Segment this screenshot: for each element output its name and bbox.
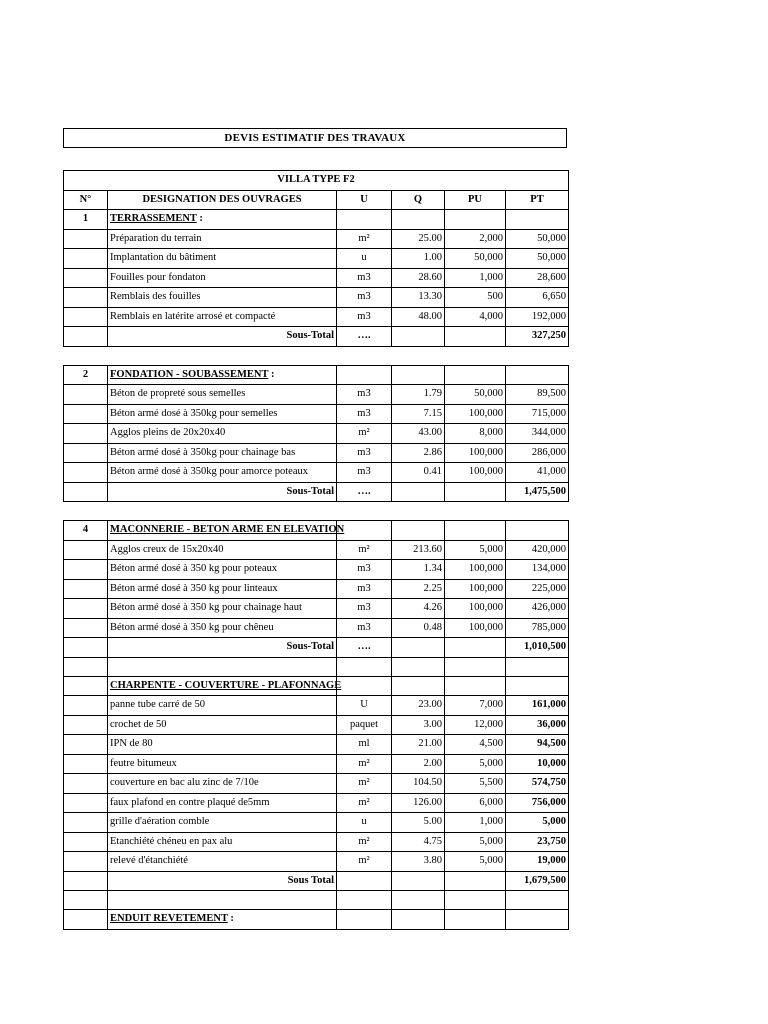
spacer-cell: [337, 502, 392, 521]
empty-cell: [64, 657, 108, 676]
section-title-cell: [108, 676, 342, 696]
section-title-cell: [108, 365, 337, 385]
spacer-cell: [108, 346, 337, 365]
row-quantity: 28.60: [392, 268, 445, 288]
subtotal-label: Sous Total: [108, 871, 337, 891]
section-title-cell: [108, 910, 337, 930]
row-unit: m3: [337, 560, 392, 580]
blank-cell: [506, 910, 569, 930]
blank-cell: [392, 365, 445, 385]
section-title-cell: [108, 521, 345, 541]
row-designation: Préparation du terrain: [108, 229, 337, 249]
villa-title: VILLA TYPE F2: [64, 171, 569, 191]
table-row: [64, 463, 569, 483]
table-row: [64, 599, 569, 619]
row-total-price: 225,000: [506, 579, 569, 599]
blank-cell: [506, 676, 569, 696]
row-number: [64, 268, 108, 288]
spacer-cell: [392, 502, 445, 521]
row-number: [64, 618, 108, 638]
row-designation: Agglos creux de 15x20x40: [108, 540, 337, 560]
row-number: [64, 754, 108, 774]
row-number: [64, 715, 108, 735]
section-number: [64, 910, 108, 930]
row-number: [64, 404, 108, 424]
row-total-price: 5,000: [506, 813, 569, 833]
subtotal-value: 1,475,500: [506, 482, 569, 502]
row-total-price: 6,650: [506, 288, 569, 308]
row-unit-price: 5,000: [445, 832, 506, 852]
section-title: ENDUIT REVETEMENT: [110, 913, 228, 924]
row-quantity: 213.60: [392, 540, 445, 560]
spacer-cell: [64, 346, 108, 365]
row-total-price: 574,750: [506, 774, 569, 794]
empty-row: [64, 891, 569, 910]
blank-cell: [445, 327, 506, 347]
row-number: [64, 540, 108, 560]
table-row: [64, 813, 569, 833]
subtotal-row: [64, 638, 569, 658]
row-quantity: 7.15: [392, 404, 445, 424]
row-designation: Béton armé dosé à 350 kg pour linteaux: [108, 579, 337, 599]
empty-cell: [445, 891, 506, 910]
row-designation: Béton armé dosé à 350kg pour chainage bas: [108, 443, 337, 463]
row-quantity: 2.00: [392, 754, 445, 774]
subtotal-row: [64, 482, 569, 502]
subtotal-value: 327,250: [506, 327, 569, 347]
row-unit-price: 50,000: [445, 385, 506, 405]
row-quantity: 21.00: [392, 735, 445, 755]
empty-cell: [445, 657, 506, 676]
row-designation: feutre bitumeux: [108, 754, 337, 774]
table-row: [64, 696, 569, 716]
table-row: [64, 540, 569, 560]
row-unit: m²: [337, 229, 392, 249]
row-quantity: 43.00: [392, 424, 445, 444]
row-designation: couverture en bac alu zinc de 7/10e: [108, 774, 337, 794]
row-total-price: 41,000: [506, 463, 569, 483]
row-unit-price: 100,000: [445, 618, 506, 638]
row-designation: Béton de propreté sous semelles: [108, 385, 337, 405]
row-number: [64, 424, 108, 444]
row-quantity: 2.86: [392, 443, 445, 463]
spacer-cell: [445, 346, 506, 365]
row-unit: m²: [337, 793, 392, 813]
blank-cell: [392, 676, 445, 696]
table-row: [64, 832, 569, 852]
row-unit-price: 100,000: [445, 560, 506, 580]
row-unit-price: 50,000: [445, 249, 506, 269]
row-number: [64, 307, 108, 327]
spacer-cell: [445, 502, 506, 521]
spacer-row: [64, 502, 569, 521]
table-row: [64, 560, 569, 580]
header-q: Q: [392, 190, 445, 210]
blank-cell: [445, 482, 506, 502]
row-unit: m3: [337, 618, 392, 638]
row-total-price: 23,750: [506, 832, 569, 852]
header-pt: PT: [506, 190, 569, 210]
table-row: [64, 852, 569, 872]
row-quantity: 23.00: [392, 696, 445, 716]
row-number: [64, 560, 108, 580]
row-number: [64, 229, 108, 249]
row-number: [64, 696, 108, 716]
row-unit-price: 5,000: [445, 852, 506, 872]
row-unit-price: 6,000: [445, 793, 506, 813]
row-total-price: 36,000: [506, 715, 569, 735]
empty-cell: [392, 657, 445, 676]
row-unit-price: 100,000: [445, 443, 506, 463]
blank-cell: [392, 521, 445, 541]
section-header-row: [64, 365, 569, 385]
row-quantity: 1.34: [392, 560, 445, 580]
row-number: [64, 463, 108, 483]
document-title: DEVIS ESTIMATIF DES TRAVAUX: [63, 128, 567, 148]
row-designation: Béton armé dosé à 350kg pour semelles: [108, 404, 337, 424]
row-unit-price: 100,000: [445, 404, 506, 424]
empty-row: [64, 657, 569, 676]
blank-cell: [392, 482, 445, 502]
section-number: 1: [64, 210, 108, 230]
subtotal-unit: ….: [337, 482, 392, 502]
row-quantity: 4.26: [392, 599, 445, 619]
blank-cell: [445, 871, 506, 891]
blank-cell: [506, 365, 569, 385]
table-row: [64, 288, 569, 308]
row-unit: m²: [337, 540, 392, 560]
spacer-cell: [337, 346, 392, 365]
row-quantity: 2.25: [392, 579, 445, 599]
row-total-price: 50,000: [506, 229, 569, 249]
blank-cell: [506, 521, 569, 541]
table-row: [64, 735, 569, 755]
subtotal-label: Sous-Total: [108, 638, 337, 658]
table-row: [64, 424, 569, 444]
blank-cell: [445, 365, 506, 385]
row-number: [64, 852, 108, 872]
blank-cell: [337, 676, 392, 696]
subtotal-value: 1,010,500: [506, 638, 569, 658]
row-number: [64, 443, 108, 463]
row-unit-price: 100,000: [445, 463, 506, 483]
row-designation: faux plafond en contre plaqué de5mm: [108, 793, 337, 813]
section-title-cell: [108, 210, 337, 230]
row-total-price: 756,000: [506, 793, 569, 813]
row-unit: m3: [337, 268, 392, 288]
empty-cell: [506, 657, 569, 676]
row-unit-price: 100,000: [445, 599, 506, 619]
table-row: [64, 443, 569, 463]
row-total-price: 344,000: [506, 424, 569, 444]
row-unit: m3: [337, 599, 392, 619]
blank-cell: [392, 327, 445, 347]
estimate-table: [63, 170, 569, 930]
row-unit: U: [337, 696, 392, 716]
row-designation: Etanchiété chéneu en pax alu: [108, 832, 337, 852]
row-quantity: 48.00: [392, 307, 445, 327]
row-unit: m3: [337, 385, 392, 405]
row-unit-price: 8,000: [445, 424, 506, 444]
blank-cell: [445, 676, 506, 696]
row-designation: Béton armé dosé à 350 kg pour chainage haut: [108, 599, 337, 619]
blank-cell: [337, 365, 392, 385]
table-row: [64, 774, 569, 794]
row-quantity: 0.41: [392, 463, 445, 483]
blank-cell: [392, 638, 445, 658]
row-unit-price: 4,500: [445, 735, 506, 755]
blank-cell: [506, 210, 569, 230]
row-designation: Béton armé dosé à 350 kg pour poteaux: [108, 560, 337, 580]
section-number: 2: [64, 365, 108, 385]
row-total-price: 715,000: [506, 404, 569, 424]
blank-cell: [445, 910, 506, 930]
blank-cell: [337, 210, 392, 230]
row-unit-price: 500: [445, 288, 506, 308]
row-unit: m²: [337, 774, 392, 794]
row-designation: Béton armé dosé à 350kg pour amorce poteaux: [108, 463, 337, 483]
row-total-price: 134,000: [506, 560, 569, 580]
row-number: [64, 735, 108, 755]
row-unit-price: 100,000: [445, 579, 506, 599]
row-total-price: 19,000: [506, 852, 569, 872]
row-quantity: 25.00: [392, 229, 445, 249]
section-title: TERRASSEMENT: [110, 213, 197, 224]
blank-cell: [392, 210, 445, 230]
section-title-suffix: :: [268, 368, 275, 380]
row-designation: IPN de 80: [108, 735, 337, 755]
row-unit: m3: [337, 463, 392, 483]
section-number: 4: [64, 521, 108, 541]
row-unit: m3: [337, 404, 392, 424]
row-total-price: 286,000: [506, 443, 569, 463]
row-number: [64, 832, 108, 852]
header-row: [64, 190, 569, 210]
empty-cell: [108, 891, 337, 910]
spacer-cell: [392, 346, 445, 365]
blank-cell: [64, 327, 108, 347]
row-quantity: 0.48: [392, 618, 445, 638]
row-unit-price: 1,000: [445, 268, 506, 288]
row-unit: m²: [337, 852, 392, 872]
subtotal-unit: [337, 871, 392, 891]
empty-cell: [392, 891, 445, 910]
table-row: [64, 249, 569, 269]
row-unit: m3: [337, 443, 392, 463]
subtotal-row: [64, 871, 569, 891]
row-total-price: 161,000: [506, 696, 569, 716]
row-designation: crochet de 50: [108, 715, 337, 735]
blank-cell: [64, 871, 108, 891]
subtotal-label: Sous-Total: [108, 327, 337, 347]
row-number: [64, 579, 108, 599]
blank-cell: [392, 871, 445, 891]
row-designation: relevé d'étanchiété: [108, 852, 337, 872]
villa-title-row: [64, 171, 569, 191]
section-header-row: [64, 910, 569, 930]
row-unit: paquet: [337, 715, 392, 735]
row-number: [64, 249, 108, 269]
row-total-price: 785,000: [506, 618, 569, 638]
blank-cell: [445, 638, 506, 658]
blank-cell: [337, 910, 392, 930]
section-header-row: [64, 521, 569, 541]
section-title: FONDATION - SOUBASSEMENT: [110, 368, 269, 380]
subtotal-row: [64, 327, 569, 347]
section-title-suffix: :: [227, 913, 234, 924]
row-quantity: 1.00: [392, 249, 445, 269]
row-total-price: 94,500: [506, 735, 569, 755]
row-quantity: 104.50: [392, 774, 445, 794]
row-unit: m²: [337, 754, 392, 774]
table-row: [64, 618, 569, 638]
empty-cell: [506, 891, 569, 910]
subtotal-unit: ….: [337, 327, 392, 347]
row-unit: m3: [337, 307, 392, 327]
row-designation: panne tube carré de 50: [108, 696, 337, 716]
row-unit: m²: [337, 424, 392, 444]
row-total-price: 89,500: [506, 385, 569, 405]
empty-cell: [108, 657, 337, 676]
row-quantity: 3.80: [392, 852, 445, 872]
row-quantity: 1.79: [392, 385, 445, 405]
table-row: [64, 385, 569, 405]
table-row: [64, 229, 569, 249]
row-quantity: 3.00: [392, 715, 445, 735]
empty-cell: [337, 891, 392, 910]
section-title: MACONNERIE - BETON ARME EN ELEVATION: [110, 524, 345, 535]
row-number: [64, 288, 108, 308]
row-designation: Béton armé dosé à 350 kg pour chêneu: [108, 618, 337, 638]
row-number: [64, 385, 108, 405]
row-unit: m3: [337, 579, 392, 599]
table-row: [64, 715, 569, 735]
row-designation: Fouilles pour fondaton: [108, 268, 337, 288]
row-unit-price: 5,500: [445, 774, 506, 794]
row-total-price: 28,600: [506, 268, 569, 288]
subtotal-unit: ….: [337, 638, 392, 658]
spacer-row: [64, 346, 569, 365]
row-quantity: 126.00: [392, 793, 445, 813]
blank-cell: [445, 521, 506, 541]
row-designation: Agglos pleins de 20x20x40: [108, 424, 337, 444]
row-total-price: 426,000: [506, 599, 569, 619]
row-quantity: 4.75: [392, 832, 445, 852]
row-unit-price: 12,000: [445, 715, 506, 735]
row-unit: ml: [337, 735, 392, 755]
blank-cell: [445, 210, 506, 230]
blank-cell: [64, 638, 108, 658]
section-number: [64, 676, 108, 696]
header-u: U: [337, 190, 392, 210]
empty-cell: [337, 657, 392, 676]
row-unit: u: [337, 249, 392, 269]
row-unit: m²: [337, 832, 392, 852]
row-designation: Remblais en latérite arrosé et compacté: [108, 307, 337, 327]
empty-cell: [64, 891, 108, 910]
row-unit-price: 2,000: [445, 229, 506, 249]
spacer-cell: [108, 502, 337, 521]
header-n: N°: [64, 190, 108, 210]
row-total-price: 50,000: [506, 249, 569, 269]
table-row: [64, 268, 569, 288]
table-row: [64, 754, 569, 774]
row-unit-price: 1,000: [445, 813, 506, 833]
section-header-row: [64, 676, 569, 696]
subtotal-label: Sous-Total: [108, 482, 337, 502]
blank-cell: [64, 482, 108, 502]
row-designation: grille d'aération comble: [108, 813, 337, 833]
blank-cell: [337, 521, 392, 541]
row-unit-price: 7,000: [445, 696, 506, 716]
row-number: [64, 599, 108, 619]
table-row: [64, 307, 569, 327]
section-title-suffix: :: [196, 213, 203, 224]
row-number: [64, 813, 108, 833]
row-quantity: 5.00: [392, 813, 445, 833]
row-unit-price: 5,000: [445, 754, 506, 774]
row-number: [64, 774, 108, 794]
row-designation: Implantation du bâtiment: [108, 249, 337, 269]
spacer-cell: [506, 346, 569, 365]
table-row: [64, 793, 569, 813]
table-row: [64, 579, 569, 599]
spacer-cell: [506, 502, 569, 521]
row-quantity: 13.30: [392, 288, 445, 308]
row-unit: m3: [337, 288, 392, 308]
row-total-price: 10,000: [506, 754, 569, 774]
row-designation: Remblais des fouilles: [108, 288, 337, 308]
row-number: [64, 793, 108, 813]
section-header-row: [64, 210, 569, 230]
row-total-price: 192,000: [506, 307, 569, 327]
header-designation: DESIGNATION DES OUVRAGES: [108, 190, 337, 210]
blank-cell: [392, 910, 445, 930]
section-title: CHARPENTE - COUVERTURE - PLAFONNAGE: [110, 679, 342, 691]
subtotal-value: 1,679,500: [506, 871, 569, 891]
row-unit: u: [337, 813, 392, 833]
row-unit-price: 5,000: [445, 540, 506, 560]
header-pu: PU: [445, 190, 506, 210]
row-unit-price: 4,000: [445, 307, 506, 327]
row-total-price: 420,000: [506, 540, 569, 560]
spacer-cell: [64, 502, 108, 521]
table-row: [64, 404, 569, 424]
